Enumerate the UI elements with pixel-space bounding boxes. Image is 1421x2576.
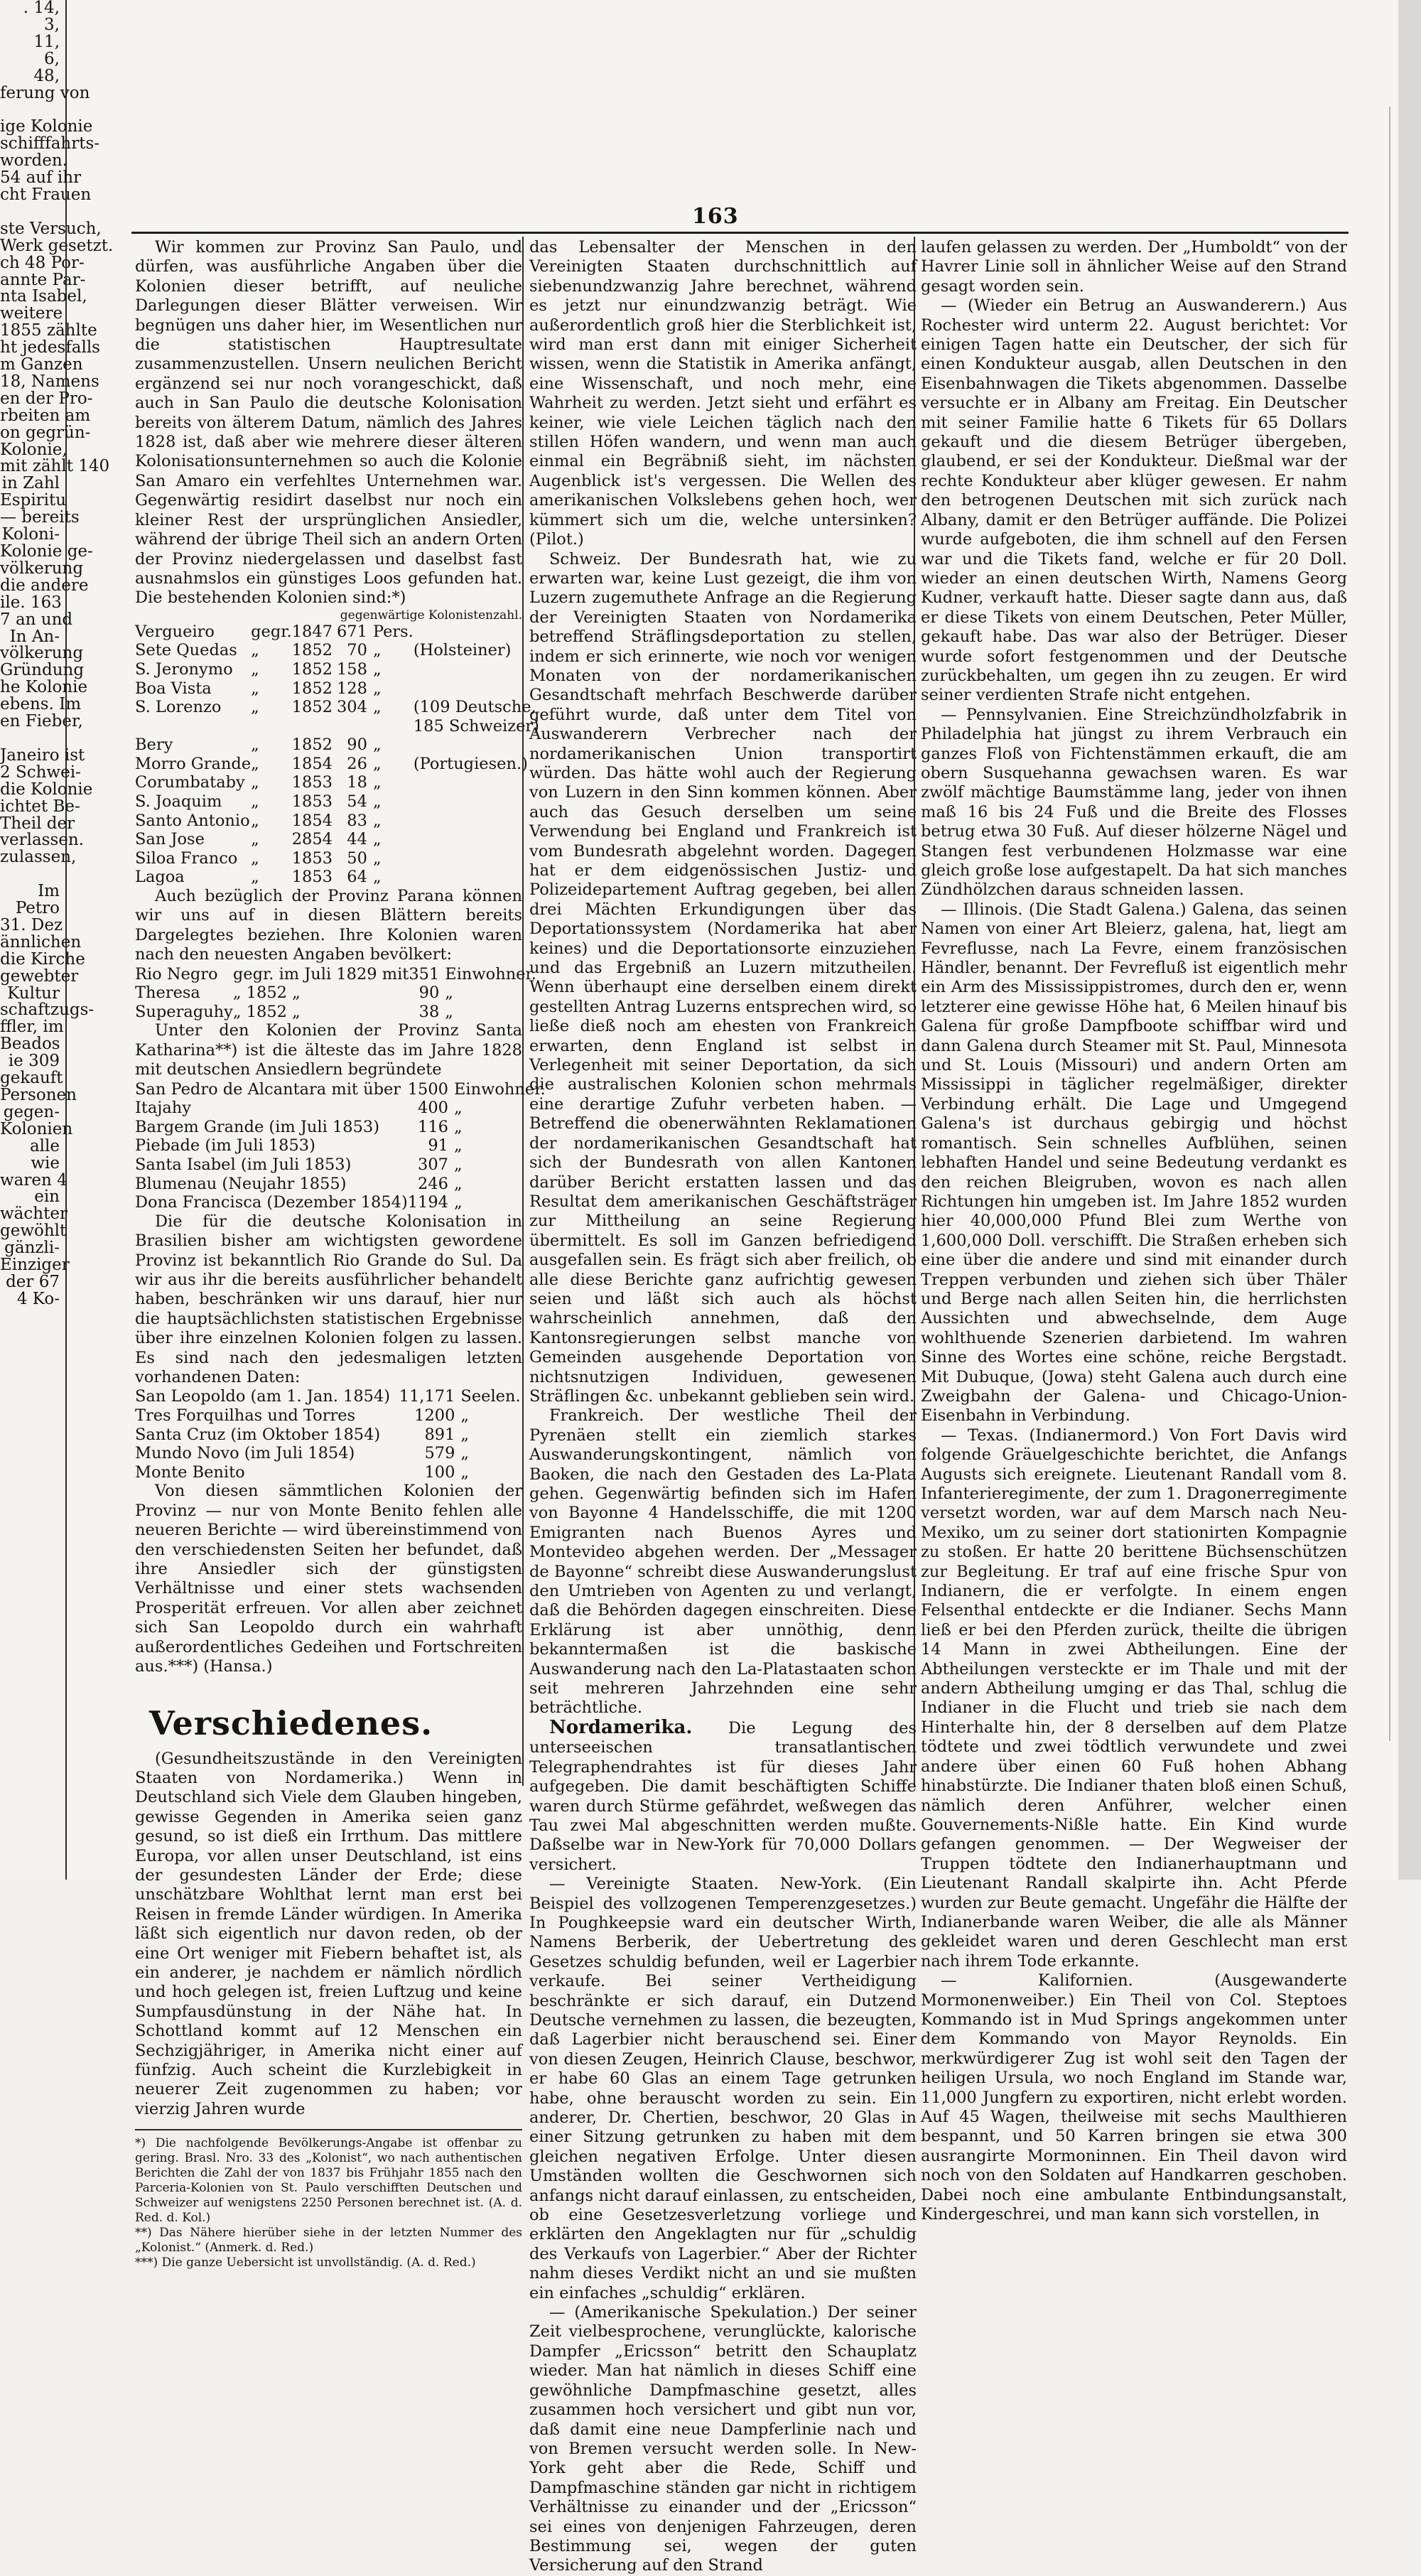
table-row	[135, 792, 539, 812]
colony-name: Monte Benito	[135, 1462, 245, 1482]
margin-fragment: 48,	[33, 66, 60, 85]
inhabitant-count: 1200	[414, 1406, 455, 1426]
colony-name: Santo Antonio	[135, 811, 250, 830]
colony-name: Vergueiro	[135, 622, 215, 641]
count-unit: „	[372, 698, 382, 717]
founded-year	[292, 717, 337, 736]
colonist-count: 64	[347, 868, 367, 887]
previous-page-fragment	[0, 0, 114, 1880]
margin-fragment: gewebter	[0, 966, 79, 986]
margin-fragment: Gründung	[0, 661, 85, 680]
colony-name: Morro Grande	[135, 754, 252, 773]
margin-fragment: Espiritu	[0, 491, 67, 510]
founded-year: 1853	[291, 792, 333, 812]
colonist-count: 90	[347, 735, 367, 755]
colony-note: (Portugiesen.)	[413, 754, 528, 773]
count-unit: „	[372, 811, 382, 830]
table-row	[135, 623, 539, 642]
colony-note	[414, 792, 539, 812]
margin-fragment: 31. Dez	[0, 915, 63, 934]
table-row	[135, 1155, 546, 1175]
table-row	[135, 1136, 546, 1155]
colony-name: Theresa	[135, 983, 200, 1003]
margin-fragment: on gegrün-	[0, 423, 91, 442]
table-row	[135, 755, 539, 774]
margin-fragment: Kolonien	[0, 1119, 73, 1138]
page-number: 163	[692, 204, 739, 229]
margin-fragment: Kolonie,	[0, 440, 67, 459]
colony-name: Dona Francisca (Dezember 1854)	[135, 1193, 408, 1212]
count-unit: „	[460, 1462, 470, 1482]
colony-note	[414, 868, 539, 887]
margin-fragment: gänzli-	[4, 1239, 60, 1258]
column-3	[921, 238, 1347, 2224]
new-york-paragraph: — Vereinigte Staaten. New-York. (Ein Beispiel des vollzogenen Temperenzgesetzes.) In Poughkeepsie ward ein deutscher Wirth, Namens Berberik, der Uebertretung des Gesetzes schuldig befunden, weil er Lagerbier verkaufe. Bei seiner Vertheidigung beschränkte er sich darauf, ein Dutzend Deutsche vernehmen zu lassen, die bezeugten, daß Lagerbier nicht berauschend sei. Einer von diesen Zeugen, Heinrich Clause, beschwor, er habe 60 Glas an einem Tage getrunken habe, ohne berauscht worden zu sein. Ein anderer, Dr. Chertien, beschwor, 20 Glas in einer Sitzung getrunken zu haben mit dem gleichen negativen Erfolge. Unter diesen Umständen wollten die Geschwornen sich anfangs nicht darauf einlassen, zu entscheiden, ob eine Gesetzesverletzung vorliege und erklärten den Angeklagten nur für „schuldig des Verkaufs von Lagerbier.“ Aber der Richter nahm dieses Verdikt nicht an und sie mußten ein einfaches „schuldig“ erklären.	[529, 1875, 917, 2302]
colony-name: S. Jeronymo	[135, 659, 233, 679]
colony-note	[414, 735, 539, 755]
count-unit: „	[372, 773, 382, 792]
margin-fragment: en Fieber,	[0, 712, 83, 731]
colony-name: Blumenau (Neujahr 1855)	[135, 1174, 347, 1193]
colonist-count: 128	[336, 679, 367, 698]
nordamerika-paragraph	[529, 1718, 917, 1875]
rio-grande-paragraph: Die für die deutsche Kolonisation in Brasilien bisher am wichtigsten gewordene Provinz ist bekanntlich Rio Grande do Sul. Da wir aus ihr die bereits ausführlicher behandelt haben, beschränken wir uns darauf, hier nur die hauptsächlichsten statistischen Ergebnisse über ihre einzelnen Kolonien folgen zu lassen. Es sind nach den jedesmaligen letzten vorhandenen Daten:	[135, 1212, 522, 1387]
colony-name: Tres Forquilhas und Torres	[135, 1406, 356, 1426]
colonist-count: 50	[347, 848, 367, 868]
table-row	[135, 773, 539, 792]
rio-grande-colonies-table	[135, 1387, 522, 1482]
san-paulo-colonies-table	[135, 623, 539, 887]
margin-fragment: zulassen,	[0, 848, 77, 867]
count-unit: „	[372, 830, 382, 849]
table-row	[135, 812, 539, 831]
table-row	[135, 868, 539, 887]
founded-year: 1854	[291, 754, 333, 773]
founded-year: 1847	[291, 622, 333, 641]
table-row	[135, 849, 539, 868]
colonist-count: 26	[347, 754, 367, 773]
margin-fragment: wächter	[0, 1205, 67, 1224]
count-unit: „	[454, 1155, 463, 1175]
colony-note	[414, 812, 539, 831]
colony-name: Bargem Grande (im Juli 1853)	[135, 1117, 379, 1136]
margin-fragment: 11,	[33, 32, 60, 51]
colony-name: Piebade (im Juli 1853)	[135, 1136, 315, 1155]
colonist-count: 83	[347, 811, 367, 830]
article-paragraph: laufen gelassen zu werden. Der „Humboldt“ von der Havrer Linie soll in ähnlicher Weise auf den Strand gesagt worden sein.	[921, 238, 1347, 296]
founded-year: 1852	[291, 641, 333, 660]
margin-fragment: ht jedesfalls	[0, 338, 100, 357]
count-unit: „	[454, 1174, 463, 1193]
footnote: **) Das Nähere hierüber siehe in der letzten Nummer des „Kolonist.“ (Anmerk. d. Red.)	[135, 2226, 522, 2256]
section-title: Verschiedenes.	[149, 1703, 433, 1742]
article-paragraph: das Lebensalter der Menschen in den Vereinigten Staaten durchschnittlich auf siebenundzwanzig Jahre berechnet, während es jetzt nur einundzwanzig beträgt. Wie außerordentlich groß hier die Sterblichkeit ist, wird man erst dann mit einiger Sicherheit wissen, wenn die Statistik in Amerika anfängt, eine Wissenschaft, und noch mehr, eine Wahrheit zu werden. Jetzt sieht und erfährt es keiner, wie viele Leichen täglich nach den stillen Höfen wandern, und wenn man auch einmal ein Begräbniß sieht, im nächsten Augenblick ist's vergessen. Die Wellen des amerikanischen Volkslebens gehen hoch, wer kümmert sich um die, welche untersinken? (Pilot.)	[529, 238, 917, 549]
count-unit: „	[372, 792, 382, 812]
san-paulo-paragraph: Wir kommen zur Provinz San Paulo, und dürfen, was ausführliche Angaben über die Kolonien dieser betrifft, auf neuliche Darlegungen dieser Blätter verweisen. Wir begnügen uns daher hier, im Wesentlichen nur die statistischen Hauptresultate zusammenzustellen. Unsern neulichen Bericht ergänzend sei nur noch vorangeschickt, daß auch in San Paulo die deutsche Kolonisation bereits von älterem Datum, nämlich des Jahres 1828 ist, daß aber wie mehrere dieser älteren Kolonisationsunternehmen so auch die Kolonie San Amaro ein verfehltes Unternehmen war. Gegenwärtig residirt daselbst nur noch ein kleiner Rest der ursprünglichen Ansiedler, während der übrige Theil sich an andern Orten der Provinz niedergelassen und daselbst fast ausnahmslos ein günstiges Loos gefunden hat. Die bestehenden Kolonien sind:*)	[135, 238, 522, 608]
margin-fragment: — bereits	[0, 508, 80, 527]
table-row	[135, 1003, 536, 1022]
colony-name: Siloa Franco	[135, 848, 238, 868]
table-row	[135, 679, 539, 699]
margin-fragment: ile. 163	[0, 593, 62, 612]
founded-year: 1852	[291, 679, 333, 698]
founded-label: „	[251, 848, 259, 868]
colony-name: Bery	[135, 735, 173, 755]
colony-note	[414, 773, 539, 792]
margin-fragment: ffler, im	[0, 1018, 64, 1037]
colony-name	[135, 717, 251, 736]
inhabitant-count: 1500	[407, 1079, 448, 1099]
count-unit: „	[372, 848, 382, 868]
inhabitant-count: 400	[418, 1099, 448, 1118]
founded-year: 1853	[291, 848, 333, 868]
margin-fragment: 4 Ko-	[16, 1289, 60, 1308]
margin-fragment: Werk gesetzt.	[0, 236, 114, 255]
count-unit: „	[372, 868, 382, 887]
table-row	[135, 830, 539, 849]
inhabitant-count: 38	[418, 1002, 440, 1021]
table-row	[135, 698, 539, 717]
margin-fragment: cht Frauen	[0, 185, 92, 204]
margin-fragment	[0, 731, 65, 748]
colony-name: Itajahy	[135, 1099, 191, 1118]
table-row	[135, 1080, 546, 1099]
footnote: *) Die nachfolgende Bevölkerungs-Angabe ist offenbar zu gering. Brasl. Nro. 33 des „Kolonist“, wo nach authentischen Berichten die Zahl der von 1837 bis Frühjahr 1855 nach den Parceria-Kolonien von St. Paulo verschifften Deutschen und Schweizer auf wenigstens 2250 Personen berechnet ist. (A. d. Red. d. Kol.)	[135, 2136, 522, 2226]
margin-fragment: ch 48 Por-	[0, 253, 85, 272]
founded-date: gegr. im Juli 1829 mit	[232, 964, 409, 983]
table-row	[135, 983, 536, 1003]
margin-fragment: gekauft	[0, 1069, 63, 1088]
founded-label	[251, 717, 292, 736]
margin-fragment: die andere	[0, 576, 89, 595]
margin-fragment: ste Versuch,	[0, 219, 102, 238]
margin-fragment: ännlichen	[0, 932, 82, 952]
page-fold	[1389, 107, 1390, 1741]
margin-fragment: ein	[34, 1187, 60, 1207]
founded-label: „	[251, 868, 259, 887]
margin-fragment: die Kirche	[0, 949, 85, 969]
founded-label: „	[251, 659, 259, 679]
colony-note	[414, 849, 539, 868]
count-unit: „	[460, 1406, 470, 1426]
margin-fragment: ige Kolonie	[0, 117, 93, 136]
margin-fragment: en der Pro-	[0, 389, 93, 408]
founded-year: 1852	[291, 698, 333, 717]
colonist-count	[337, 717, 373, 736]
table-row	[135, 1193, 546, 1212]
count-unit: Einwohner.	[445, 964, 536, 983]
table-row	[135, 735, 539, 755]
margin-fragment: Im	[38, 882, 60, 901]
colony-name: Rio Negro	[135, 964, 218, 983]
count-unit: „	[454, 1099, 463, 1118]
margin-fragment: Janeiro ist	[0, 745, 85, 765]
margin-fragment: Kolonie ge-	[0, 542, 93, 561]
margin-fragment: ie 309	[8, 1052, 60, 1071]
count-unit: „	[454, 1136, 463, 1155]
margin-fragment: ebens. Im	[0, 695, 82, 714]
margin-fragment: ichtet Be-	[0, 797, 80, 816]
margin-fragment	[0, 102, 65, 119]
closing-paragraph: Von diesen sämmtlichen Kolonien der Provinz — nur von Monte Benito fehlen alle neueren Berichte — wird übereinstimmend von den verschiedensten Seiten her befundet, daß ihre Ansiedler sich der günstigsten Verhältnisse und einer stets wachsenden Prosperität erfreuen. Vor allen aber zeichnet sich San Leopoldo durch ein wahrhaft außerordentliches Gedeihen und Fortschreiten aus.***) (Hansa.)	[135, 1482, 522, 1676]
inhabitant-count: 11,171	[399, 1387, 455, 1406]
colony-name: San Leopoldo (am 1. Jan. 1854)	[135, 1387, 391, 1406]
facing-page-edge	[1398, 0, 1421, 1880]
inhabitant-count: 351	[409, 964, 440, 983]
schweiz-paragraph: Schweiz. Der Bundesrath hat, wie zu erwarten war, keine Lust gezeigt, die ihm von Luzern zugemuthete Anfrage an die Regierung der Vereinigten Staaten von Nordamerika betreffend Sträflingsdeportation zu stellen, indem er sich erinnerte, wie noch vor wenigen Monaten von der nordamerikanischen Gesandtschaft mehrfach Beschwerde darüber geführt wurde, daß unter dem Titel von Auswanderern Verbrecher nach der nordamerikanischen Union transportirt würden. Das hätte wohl auch der Regierung von Luzern in den Sinn kommen können. Aber auch das Gesuch derselben um seine Verwendung bei England und Frankreich ist vom Bundesrath abgelehnt worden. Dagegen hat er dem eidgenössischen Justiz- und Polizeidepartement Auftrag gegeben, bei allen drei Mächten Erkundigungen über das Deportationssystem (Nordamerika hat aber keines) und die Deportationsorte einzuziehen und das Ergebniß an Luzern mitzutheilen. Wenn überhaupt eine derselben einem direkt gestellten Antrag Luzerns entsprechen wird, so ließe dieß noch am ehesten von Frankreich erwarten, denn England ist selbst in Verlegenheit mit seiner Deportation, da sich die australischen Kolonien schon mehrmals eine derartige Zufuhr verbeten haben. — Betreffend die obenerwähnten Reklamationen der nordamerikanischen Gesandtschaft hat sich der Bundesrath von allen Kantonen darüber Bericht erstatten lassen und das Resultat dem amerikanischen Geschäftsträger zur Mittheilung an seine Regierung übermittelt. Es soll im Ganzen befriedigend ausgefallen sein. Es frägt sich aber freilich, ob alle diese Berichte ganz aufrichtig gewesen seien und läßt sich auch als höchst wahrscheinlich annehmen, daß den Kantonsregierungen selbst manche von Gemeinden ausgehende Deportation von nichtsnutzigen Individuen, gewesenen Sträflingen &c. unbekannt geblieben sein wird.	[529, 549, 917, 1406]
table-row	[135, 1099, 546, 1118]
count-unit: „	[372, 659, 382, 679]
inhabitant-count: 1194	[407, 1193, 448, 1212]
table-row	[135, 717, 539, 736]
margin-fragment: . 14,	[23, 0, 60, 17]
margin-fragment: der 67	[6, 1272, 60, 1291]
colony-note	[414, 830, 539, 849]
nordamerika-heading: Nordamerika.	[549, 1716, 693, 1738]
founded-label: „	[251, 792, 259, 812]
inhabitant-count: 100	[424, 1462, 455, 1482]
header-rule	[131, 232, 1349, 234]
count-unit: „	[445, 1002, 453, 1021]
margin-fragment: annte Par-	[0, 270, 86, 289]
table-row	[135, 641, 539, 660]
margin-fragment: Beados	[0, 1035, 60, 1054]
colonist-count: 304	[336, 698, 367, 717]
pennsylvania-paragraph: — Pennsylvanien. Eine Streichzündholzfabrik in Philadelphia hat jüngst zu ihrem Verbrauch ein ganzes Floß von Fichtenstämmen erkauft, die am obern Susquehanna gewachsen waren. Es war zwölf mächtige Baumstämme lang, jeder von ihnen maß 16 bis 24 Fuß und die Breite des Flosses betrug etwa 30 Fuß. Auf dieser hölzerne Nägel und Stangen fest verbundenen Holzmasse war eine gleich große lose aufgestapelt. Da hat sich manches Zündhölzchen daraus schneiden lassen.	[921, 705, 1347, 900]
colony-note	[414, 660, 539, 679]
inhabitant-count: 116	[418, 1117, 448, 1136]
margin-fragment: 2 Schwei-	[0, 762, 81, 782]
count-unit: „	[372, 679, 382, 698]
colony-name: S. Lorenzo	[135, 698, 222, 717]
colony-name: San Pedro de Alcantara mit über	[135, 1079, 401, 1099]
katharina-colonies-table	[135, 1080, 546, 1212]
parana-colonies-table	[135, 965, 536, 1022]
margin-fragment: alle	[29, 1136, 60, 1155]
founded-label: gegr.	[251, 622, 292, 641]
founded-year: 1853	[291, 868, 333, 887]
fraud-paragraph: — (Wieder ein Betrug an Auswanderern.) Aus Rochester wird unterm 22. August berichtet: Vor einigen Tagen hatte ein Deutscher, der sich für einen Kondukteur ausgab, allen Deutschen in den Eisenbahnwagen die Tikets abgenommen. Dasselbe versuchte er in Albany am Freitag. Ein Deutscher mit seiner Familie hatte 6 Tikets für 65 Dollars gekauft und die diesem Betrüger übergeben, glaubend, er sei der Kondukteur. Dießmal war der rechte Kondukteur aber klüger gewesen. Er nahm den betrogenen Deutschen mit sich zurück nach Albany, damit er den Betrüger auffände. Die Polizei wurde aufgeboten, die ihm schnell auf den Fersen war und die Tikets fand, welche er für 20 Doll. wieder an einen deutschen Wirth, Namens Georg Kudner, verkauft hatte. Dieser sagte dann aus, daß er diese Tikets von einem Deutschen, Peter Müller, gekauft habe. Das war also der Betrüger. Dieser wurde sofort festgenommen und der Deutsche zurückbehalten, um gegen ihn zu zeugen. Er wird seiner verdienten Strafe nicht entgehen.	[921, 296, 1347, 705]
table-row	[135, 1175, 546, 1194]
inhabitant-count: 90	[418, 983, 440, 1003]
founded-label: „	[251, 641, 259, 660]
speculation-paragraph: — (Amerikanische Spekulation.) Der seiner Zeit vielbesprochene, verunglückte, kalorische Dampfer „Ericsson“ betritt den Schauplatz wieder. Man hat nämlich in dieses Schiff eine gewöhnliche Dampfmaschine gesetzt, alles zusammen hoch versichert und gibt nun vor, daß damit eine neue Dampferlinie nach und von Bremen versucht werden solle. In New-York geht aber die Rede, Schiff und Dampfmaschine ständen gar nicht in richtigem Verhältnisse zu einander und der „Ericsson“ sei eines von denjenigen Fahrzeugen, deren Bestimmung sei, wegen der guten Versicherung auf den Strand	[529, 2303, 917, 2575]
colony-note	[414, 679, 539, 699]
table-row	[135, 1463, 522, 1482]
margin-fragment: 1855 zählte	[0, 321, 97, 340]
margin-fragment: he Kolonie	[0, 678, 88, 697]
founded-label: „	[251, 773, 259, 792]
margin-fragment	[0, 1342, 65, 1359]
colony-note	[414, 623, 539, 642]
table-row	[135, 1118, 546, 1137]
margin-fragment: ferung von	[0, 83, 90, 102]
colony-name: Corumbataby	[135, 773, 245, 792]
margin-fragment	[0, 1325, 65, 1342]
founded-date: „ 1852 „	[232, 1002, 301, 1021]
margin-fragment: die Kolonie	[0, 780, 93, 799]
margin-fragment: Petro	[15, 899, 60, 918]
margin-fragment: gewöhlt	[0, 1222, 67, 1241]
margin-fragment: Personen	[0, 1086, 77, 1104]
count-unit: Pers.	[372, 622, 414, 641]
colonist-count: 70	[347, 641, 367, 660]
illinois-paragraph: — Illinois. (Die Stadt Galena.) Galena, das seinen Namen von einer Art Bleierz, galena, hat, liegt am Fevreflusse, nach La Fevre, einem französischen Händler, benannt. Der Fevrefluß ist eigentlich mehr ein Arm des Mississippistromes, durch den er, wenn letzterer eine gewisse Höhe hat, 6 Meilen hinauf bis Galena für große Dampfboote schiffbar wird und dann Galena durch Steamer mit St. Paul, Minnesota und St. Louis (Missouri) und andern Orten am Mississippi in täglicher regelmäßiger, direkter Verbindung erhält. Die Lage und Umgegend Galena's ist durchaus gebirgig und höchst romantisch. Sein schnelles Aufblühen, seinen lebhaften Handel und seine Bedeutung verdankt es den reichen Bleigruben, wovon es nach allen Richtungen hin umgeben ist. Im Jahre 1852 wurden hier 40,000,000 Pfund Blei zum Werthe von 1,600,000 Doll. verschifft. Die Straßen erheben sich eine über die andere und sind mit einander durch Treppen verbunden und ziehen sich über Thäler und Berge nach allen Seiten hin, die herrlichsten Aussichten und abwechselnde, dem Auge wohlthuende Szenerien darbietend. Im wahren Sinne des Wortes eine schöne, reiche Bergstadt. Mit Dubuque, (Jowa) steht Galena auch durch eine Zweigbahn der Galena- und Chicago-Union-Eisenbahn in Verbindung.	[921, 900, 1347, 1426]
margin-fragment: in Zahl	[1, 474, 60, 493]
colony-name: Santa Cruz (im Oktober 1854)	[135, 1425, 381, 1444]
colony-name: Boa Vista	[135, 679, 212, 698]
telegraph-text: Die Legung des unterseeischen transatlantischen Telegraphendrahtes ist für dieses Jahr aufgegeben. Die damit beschäftigten Schiffe waren durch Stürme gefährdet, weßwegen das Tau zwei Mal abgeschnitten werden mußte. Daßselbe war in New-York für 70,000 Dollars versichert.	[529, 1718, 917, 1874]
count-unit: Einwohner.	[454, 1079, 546, 1099]
margin-fragment: schaftzugs-	[0, 1001, 94, 1020]
colony-name: Mundo Novo (im Juli 1854)	[135, 1444, 355, 1463]
margin-fragment: weitere	[0, 304, 63, 323]
margin-fragment: gegen-	[3, 1102, 60, 1121]
founded-label: „	[251, 679, 259, 698]
colonist-count: 54	[347, 792, 367, 812]
margin-fragment: Einziger	[0, 1256, 70, 1275]
margin-fragment	[0, 866, 65, 883]
count-unit: Seelen.	[460, 1387, 521, 1406]
margin-fragment: Koloni-	[1, 525, 60, 544]
inhabitant-count: 246	[418, 1174, 448, 1193]
colony-note: 185 Schweizer)	[413, 716, 539, 735]
margin-fragment: mit zählt 140	[0, 457, 110, 476]
count-unit: „	[372, 754, 382, 773]
table-row	[135, 660, 539, 679]
founded-label: „	[251, 754, 259, 773]
founded-year: 1852	[291, 735, 333, 755]
inhabitant-count: 307	[418, 1155, 448, 1175]
katharina-paragraph: Unter den Kolonien der Provinz Santa Katharina**) ist die älteste das im Jahre 1828 mit deutschen Ansiedlern begründete	[135, 1021, 522, 1079]
frankreich-paragraph: Frankreich. Der westliche Theil der Pyrenäen stellt ein ziemlich starkes Auswanderungskontingent, nämlich von Baoken, die nach den Gestaden des La-Plata gehen. Gegenwärtig befinden sich im Hafen von Bayonne 4 Handelsschiffe, die mit 1200 Emigranten nach Buenos Ayres und Montevideo abgehen werden. Der „Messager de Bayonne“ schreibt diese Auswanderungslust den Umtrieben von Agenten zu und verlangt, daß die Behörden dagegen einschreiten. Diese Erklärung ist aber unnöthig, denn bekanntermaßen ist die baskische Auswanderung nach den La-Platastaaten schon seit mehreren Jahrzehnden eine sehr beträchtliche.	[529, 1406, 917, 1718]
margin-fragment: 54 auf ihr	[0, 168, 82, 188]
margin-fragment	[0, 1308, 65, 1325]
margin-fragment: wie	[31, 1153, 60, 1173]
margin-fragment: Kultur	[7, 983, 60, 1003]
founded-year: 1852	[291, 659, 333, 679]
founded-year: 1853	[291, 773, 333, 792]
colony-name: S. Joaquim	[135, 792, 222, 812]
margin-fragment: völkerung	[0, 559, 84, 578]
margin-fragment: 7 an und	[0, 610, 73, 629]
margin-fragment: waren 4	[0, 1170, 67, 1190]
table-row	[135, 1444, 522, 1463]
count-unit: „	[460, 1425, 470, 1444]
colony-name: Superaguhy	[135, 1002, 233, 1021]
founded-year: 2854	[291, 830, 333, 849]
table-header: gegenwärtige Kolonistenzahl.	[340, 608, 522, 623]
margin-fragment: 6,	[44, 49, 60, 68]
founded-year: 1854	[291, 811, 333, 830]
colonist-count: 158	[336, 659, 367, 679]
margin-fragment: nta Isabel,	[0, 287, 87, 306]
footnotes	[135, 2129, 522, 2270]
founded-label: „	[251, 735, 259, 755]
colony-name: Santa Isabel (im Juli 1853)	[135, 1155, 352, 1175]
inhabitant-count: 891	[424, 1425, 455, 1444]
texas-paragraph: — Texas. (Indianermord.) Von Fort Davis wird folgende Gräuelgeschichte berichtet, die Anfangs Augusts sich ereignete. Lieutenant Randall vom 8. Infanterieregimente, der zum 1. Dragonerregimente versetzt worden, war auf dem Marsch nach Neu-Mexiko, um zu seiner dort stationirten Kompagnie zu stoßen. Er hatte 20 berittene Büchsenschützen zur Begleitung. Er traf auf eine frische Spur von Indianern, die er verfolgte. In einem engen Felsenthal entdeckte er die Indianer. Sechs Mann ließ er bei den Pferden zurück, theilte die übrigen 14 Mann in zwei Abtheilungen. Eine der Abtheilungen versteckte er im Thale und mit der andern Abtheilung umging er das Thal, schlug die Indianer in die Flucht und trieb sie nach dem Hinterhalte hin, der 8 derselben auf dem Platze tödtete und zwei tödtlich verwundete und zwei andere über einen 60 Fuß hohen Abhang hinabstürzte. Die Indianer thaten bloß einen Schuß, nämlich deren Anführer, welcher einen Gouvernements-Nißle hatte. Ein Kind wurde gefangen genommen. — Der Wegweiser der Truppen tödtete den Indianerhauptmann und Lieutenant Randall skalpirte ihn. Acht Pferde wurden zur Beute gemacht. Ungefähr die Hälfte der Indianerbande waren Weiber, die alle als Männer gekleidet waren und deren Geschlecht man erst nach ihrem Tode erkannte.	[921, 1426, 1347, 1971]
founded-label: „	[251, 698, 259, 717]
column-1	[135, 238, 546, 2270]
table-row	[135, 1426, 522, 1445]
footnote: ***) Die ganze Uebersicht ist unvollständig. (A. d. Red.)	[135, 2256, 476, 2270]
table-row	[135, 1387, 522, 1406]
colony-name: San Jose	[135, 830, 205, 849]
colony-name: Lagoa	[135, 868, 185, 887]
founded-date: „ 1852 „	[232, 983, 301, 1003]
parana-paragraph: Auch bezüglich der Provinz Parana können wir uns auf in diesen Blättern bereits Dargelegtes beziehen. Ihre Kolonien waren nach den neuesten Angaben bevölkert:	[135, 887, 522, 964]
margin-fragment: völkerung	[0, 644, 84, 663]
margin-fragment: 18, Namens	[0, 372, 99, 391]
margin-fragment: schifffahrts-	[0, 134, 100, 153]
count-unit	[373, 717, 414, 736]
count-unit: „	[445, 983, 453, 1003]
colony-name: Sete Quedas	[135, 641, 237, 660]
founded-label: „	[251, 811, 259, 830]
founded-label: „	[251, 830, 259, 849]
inhabitant-count: 579	[424, 1444, 455, 1463]
colonist-count: 18	[347, 773, 367, 792]
count-unit: „	[460, 1444, 470, 1463]
margin-fragment: Theil der	[0, 814, 75, 833]
health-paragraph: (Gesundheitszustände in den Vereinigten Staaten von Nordamerika.) Wenn in Deutschland sich Viele dem Glauben hingeben, gewisse Gegenden in Amerika seien ganz gesund, so ist dieß ein Irrthum. Das mittlere Europa, vor allen unser Deutschland, ist eins der gesundesten Länder der Erde; diese unschätzbare Wohlthat lernt man erst bei Reisen in fremde Länder würdigen. In Amerika läßt sich eigentlich nur davon reden, ob der eine Ort weniger mit Fiebern behaftet ist, als ein anderer, je nachdem er nämlich nördlich und hoch gelegen ist, freien Luftzug und keine Sumpfausdünstung in der Nähe hat. In Schottland kommt auf 12 Menschen ein Sechzigjähriger, in Amerika nicht einer auf fünfzig. Auch scheint die Kurzlebigkeit in neuerer Zeit zugenommen zu haben; vor vierzig Jahren wurde	[135, 1749, 522, 2118]
table-row	[135, 965, 536, 984]
margin-fragment: worden.	[0, 151, 67, 171]
margin-fragment: m Ganzen	[0, 355, 83, 374]
colonist-count: 44	[347, 830, 367, 849]
table-row	[135, 1406, 522, 1426]
margin-fragment	[0, 204, 65, 221]
california-paragraph: — Kalifornien. (Ausgewanderte Mormonenweiber.) Ein Theil von Col. Steptoes Kommando ist in Mud Springs angekommen unter dem Kommando von Mayor Reynolds. Ein merkwürdigerer Zug ist wohl seit den Tagen der heiligen Ursula, wo noch England im Stande war, 11,000 Jungfern zu exportiren, nicht erlebt worden. Auf 45 Wagen, theilweise mit sechs Maulthieren bespannt, und 50 Karren bringen sie etwa 300 ausrangirte Mormoninnen. Ein Theil davon wird noch von den Soldaten auf Handkarren geschoben. Dabei noch eine ambulante Entbindungsanstalt, Kindergeschrei, und man kann sich vorstellen, in	[921, 1971, 1347, 2224]
margin-fragment: rbeiten am	[0, 406, 91, 425]
count-unit: „	[372, 641, 382, 660]
column-2	[529, 238, 917, 2576]
colony-note: (109 Deutsche,	[413, 698, 536, 717]
margin-fragment: 3,	[44, 15, 60, 34]
count-unit: „	[372, 735, 382, 755]
colonist-count: 671	[336, 622, 367, 641]
inhabitant-count: 91	[428, 1136, 448, 1155]
margin-fragment: In An-	[9, 627, 60, 646]
colony-note: (Holsteiner)	[413, 641, 512, 660]
count-unit: „	[454, 1117, 463, 1136]
count-unit: „	[454, 1193, 463, 1212]
margin-fragment: verlassen.	[0, 831, 85, 850]
